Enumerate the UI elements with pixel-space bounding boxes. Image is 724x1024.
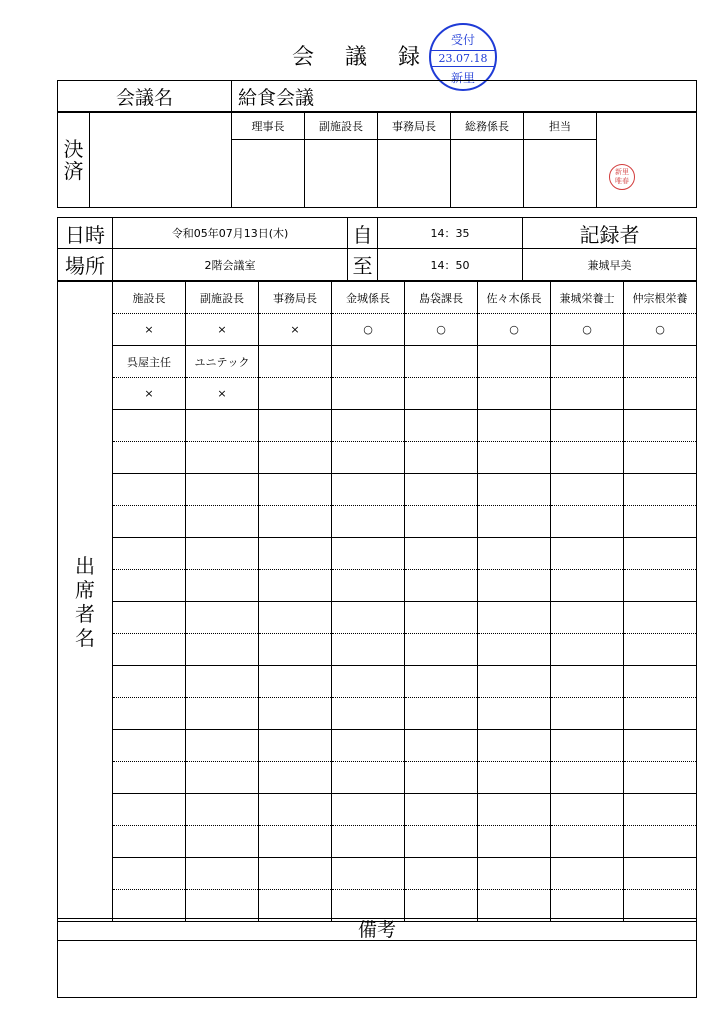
- attendee-name[interactable]: [259, 858, 332, 890]
- attendance-mark[interactable]: ×: [186, 378, 259, 410]
- attendance-mark[interactable]: [332, 570, 405, 602]
- attendance-mark[interactable]: [551, 378, 624, 410]
- attendee-name[interactable]: [624, 410, 697, 442]
- attendance-mark[interactable]: [624, 442, 697, 474]
- attendee-row: [58, 602, 697, 634]
- attendee-name[interactable]: 仲宗根栄養: [624, 282, 697, 314]
- attendance-mark[interactable]: [624, 378, 697, 410]
- attendance-mark[interactable]: [624, 762, 697, 794]
- attendee-row: [58, 634, 697, 666]
- meeting-name-value: 給食会議: [232, 81, 697, 112]
- attendance-mark[interactable]: [551, 570, 624, 602]
- attendee-name[interactable]: [405, 346, 478, 378]
- attendance-mark[interactable]: [186, 570, 259, 602]
- stamp-name: 新里: [450, 71, 475, 85]
- stamp-label: 受付: [450, 33, 475, 47]
- attendee-name[interactable]: [186, 538, 259, 570]
- attendee-name[interactable]: [259, 730, 332, 762]
- approval-table: [57, 112, 697, 208]
- attendee-name[interactable]: 副施設長: [186, 282, 259, 314]
- attendee-name[interactable]: [259, 602, 332, 634]
- attendance-mark[interactable]: [186, 506, 259, 538]
- attendance-mark[interactable]: [259, 634, 332, 666]
- attendance-mark[interactable]: [624, 634, 697, 666]
- attendee-name[interactable]: [186, 858, 259, 890]
- attendance-mark[interactable]: [405, 634, 478, 666]
- attendee-row: [58, 538, 697, 570]
- attendees-table: [57, 281, 697, 922]
- attendee-name[interactable]: [624, 538, 697, 570]
- approval-label: [58, 113, 90, 208]
- attendance-mark[interactable]: [113, 762, 186, 794]
- attendance-mark[interactable]: [113, 634, 186, 666]
- attendee-row: [58, 314, 697, 346]
- attendance-mark[interactable]: [332, 506, 405, 538]
- attendee-name[interactable]: [478, 346, 551, 378]
- attendee-name[interactable]: [478, 410, 551, 442]
- attendance-mark[interactable]: ×: [186, 314, 259, 346]
- attendance-mark[interactable]: [332, 378, 405, 410]
- attendance-mark[interactable]: [332, 890, 405, 922]
- attendee-name[interactable]: [259, 538, 332, 570]
- attendee-name[interactable]: [405, 410, 478, 442]
- attendee-row: [58, 378, 697, 410]
- attendee-name[interactable]: [113, 794, 186, 826]
- attendance-mark[interactable]: [259, 378, 332, 410]
- attendance-mark[interactable]: ○: [478, 314, 551, 346]
- attendance-mark[interactable]: [478, 442, 551, 474]
- attendance-mark[interactable]: [551, 890, 624, 922]
- attendee-name[interactable]: [478, 730, 551, 762]
- attendee-row: [58, 570, 697, 602]
- attendance-mark[interactable]: [405, 826, 478, 858]
- attendance-mark[interactable]: [405, 378, 478, 410]
- to-time: 14：50: [378, 249, 523, 281]
- attendee-name[interactable]: 呉屋主任: [113, 346, 186, 378]
- attendance-mark[interactable]: [405, 890, 478, 922]
- attendance-mark[interactable]: [405, 506, 478, 538]
- attendee-name[interactable]: [259, 410, 332, 442]
- attendee-name[interactable]: [624, 794, 697, 826]
- attendance-mark[interactable]: [478, 698, 551, 730]
- attendee-name[interactable]: [478, 474, 551, 506]
- attendee-name[interactable]: [332, 474, 405, 506]
- attendee-name[interactable]: [405, 858, 478, 890]
- attendee-name[interactable]: 金城係長: [332, 282, 405, 314]
- attendee-name[interactable]: [478, 858, 551, 890]
- notes-body[interactable]: [57, 941, 697, 998]
- attendee-name[interactable]: [551, 666, 624, 698]
- attendee-name[interactable]: 施設長: [113, 282, 186, 314]
- attendee-name[interactable]: [259, 346, 332, 378]
- attendee-name[interactable]: [624, 474, 697, 506]
- attendance-mark[interactable]: [113, 442, 186, 474]
- attendance-mark[interactable]: [332, 826, 405, 858]
- attendee-row: [58, 730, 697, 762]
- attendance-mark[interactable]: [332, 698, 405, 730]
- attendee-name[interactable]: 佐々木係長: [478, 282, 551, 314]
- attendance-mark[interactable]: [405, 698, 478, 730]
- attendance-mark[interactable]: [405, 762, 478, 794]
- attendance-mark[interactable]: [624, 890, 697, 922]
- attendee-name[interactable]: [405, 666, 478, 698]
- attendee-name[interactable]: [624, 858, 697, 890]
- personal-seal: [609, 164, 635, 190]
- attendance-mark[interactable]: ○: [405, 314, 478, 346]
- approval-extra-cell: [597, 113, 697, 208]
- attendee-name[interactable]: [624, 666, 697, 698]
- attendees-label: [58, 282, 113, 922]
- attendance-mark[interactable]: [186, 442, 259, 474]
- attendee-row: [58, 858, 697, 890]
- attendance-mark[interactable]: [113, 890, 186, 922]
- attendee-name[interactable]: [259, 474, 332, 506]
- attendance-mark[interactable]: [551, 634, 624, 666]
- attendee-row: [58, 474, 697, 506]
- attendee-row: [58, 346, 697, 378]
- attendee-name[interactable]: [332, 410, 405, 442]
- attendance-mark[interactable]: [405, 570, 478, 602]
- attendance-mark[interactable]: [332, 634, 405, 666]
- attendee-name[interactable]: [478, 794, 551, 826]
- attendance-mark[interactable]: [113, 506, 186, 538]
- attendee-name[interactable]: [113, 602, 186, 634]
- role-secretary-general: 事務局長: [378, 113, 451, 140]
- role-in-charge: 担当: [524, 113, 597, 140]
- attendee-name[interactable]: [478, 538, 551, 570]
- attendee-name[interactable]: [113, 474, 186, 506]
- attendee-name[interactable]: [113, 730, 186, 762]
- attendee-name[interactable]: [551, 602, 624, 634]
- attendance-mark[interactable]: [551, 506, 624, 538]
- date-value: 令和05年07月13日(木): [113, 218, 348, 249]
- attendee-row: [58, 762, 697, 794]
- attendee-name[interactable]: [332, 730, 405, 762]
- attendee-name[interactable]: 島袋課長: [405, 282, 478, 314]
- attendee-name[interactable]: [405, 538, 478, 570]
- place-label: 場所: [58, 249, 113, 281]
- attendance-mark[interactable]: [551, 826, 624, 858]
- attendee-name[interactable]: [405, 794, 478, 826]
- attendance-mark[interactable]: ×: [113, 378, 186, 410]
- attendance-mark[interactable]: [186, 890, 259, 922]
- attendee-name[interactable]: [624, 346, 697, 378]
- attendee-name[interactable]: [478, 602, 551, 634]
- approval-blank: [90, 113, 232, 208]
- attendee-name[interactable]: [551, 730, 624, 762]
- attendee-name[interactable]: [186, 474, 259, 506]
- attendance-mark[interactable]: [113, 826, 186, 858]
- attendee-row: [58, 794, 697, 826]
- attendee-name[interactable]: [186, 794, 259, 826]
- attendee-name[interactable]: [259, 666, 332, 698]
- attendance-mark[interactable]: [259, 698, 332, 730]
- attendance-mark[interactable]: [624, 570, 697, 602]
- attendee-name[interactable]: [113, 538, 186, 570]
- date-label: 日時: [58, 218, 113, 249]
- attendee-name[interactable]: [551, 474, 624, 506]
- attendance-mark[interactable]: ×: [113, 314, 186, 346]
- attendance-mark[interactable]: [259, 442, 332, 474]
- attendance-mark[interactable]: [113, 570, 186, 602]
- notes-title: 備考: [57, 918, 697, 941]
- to-label: 至: [348, 249, 378, 281]
- attendee-row: [58, 666, 697, 698]
- attendance-mark[interactable]: [478, 826, 551, 858]
- attendee-name[interactable]: [113, 858, 186, 890]
- page-title: 会 議 録: [292, 45, 432, 70]
- attendee-name[interactable]: [405, 602, 478, 634]
- attendee-row: [58, 890, 697, 922]
- attendance-mark[interactable]: [186, 762, 259, 794]
- attendance-mark[interactable]: [478, 634, 551, 666]
- attendance-mark[interactable]: [259, 762, 332, 794]
- attendee-name[interactable]: [624, 602, 697, 634]
- attendance-mark[interactable]: [624, 698, 697, 730]
- attendee-row: [58, 410, 697, 442]
- approval-label-text: 決済: [63, 137, 84, 183]
- attendance-mark[interactable]: ○: [332, 314, 405, 346]
- attendee-name[interactable]: [332, 602, 405, 634]
- attendee-name[interactable]: [551, 538, 624, 570]
- attendee-name[interactable]: [332, 858, 405, 890]
- attendee-row: [58, 282, 697, 314]
- attendee-name[interactable]: [551, 794, 624, 826]
- attendee-name[interactable]: [624, 730, 697, 762]
- attendee-name[interactable]: ユニテック: [186, 346, 259, 378]
- attendance-mark[interactable]: [624, 506, 697, 538]
- attendee-name[interactable]: [551, 858, 624, 890]
- role-chairman: 理事長: [232, 113, 305, 140]
- attendee-name[interactable]: [332, 538, 405, 570]
- attendee-name[interactable]: 兼城栄養士: [551, 282, 624, 314]
- attendance-mark[interactable]: [186, 634, 259, 666]
- attendee-row: [58, 442, 697, 474]
- recorder-name: 兼城早美: [523, 249, 697, 281]
- attendance-mark[interactable]: [551, 762, 624, 794]
- attendee-name[interactable]: [405, 730, 478, 762]
- attendee-name[interactable]: [332, 794, 405, 826]
- role-general-affairs: 総務係長: [451, 113, 524, 140]
- attendee-name[interactable]: [113, 666, 186, 698]
- attendance-mark[interactable]: [186, 698, 259, 730]
- attendee-name[interactable]: [478, 666, 551, 698]
- attendance-mark[interactable]: [478, 890, 551, 922]
- attendee-name[interactable]: [332, 666, 405, 698]
- attendance-mark[interactable]: ×: [259, 314, 332, 346]
- attendees-label-text: 出席者名: [75, 553, 95, 650]
- attendee-name[interactable]: [332, 346, 405, 378]
- attendance-mark[interactable]: [551, 442, 624, 474]
- attendance-mark[interactable]: [259, 570, 332, 602]
- attendance-mark[interactable]: ○: [551, 314, 624, 346]
- approval-box-chairman[interactable]: [232, 140, 305, 208]
- attendance-mark[interactable]: [551, 698, 624, 730]
- attendee-name[interactable]: [551, 346, 624, 378]
- attendee-name[interactable]: [186, 410, 259, 442]
- attendance-mark[interactable]: [624, 826, 697, 858]
- attendee-name[interactable]: 事務局長: [259, 282, 332, 314]
- attendee-row: [58, 698, 697, 730]
- attendance-mark[interactable]: [478, 506, 551, 538]
- attendee-name[interactable]: [259, 794, 332, 826]
- stamp-date: 23.07.18: [431, 50, 495, 67]
- attendance-mark[interactable]: [259, 826, 332, 858]
- approval-box-general-affairs[interactable]: [451, 140, 524, 208]
- place-value: 2階会議室: [113, 249, 348, 281]
- attendee-name[interactable]: [186, 602, 259, 634]
- approval-box-vice-director[interactable]: [305, 140, 378, 208]
- from-time: 14：35: [378, 218, 523, 249]
- meeting-meta-table: [57, 217, 697, 281]
- attendance-mark[interactable]: [259, 890, 332, 922]
- attendance-mark[interactable]: [478, 762, 551, 794]
- attendance-mark[interactable]: [113, 698, 186, 730]
- attendee-name[interactable]: [551, 410, 624, 442]
- attendee-name[interactable]: [186, 730, 259, 762]
- approval-box-secretary-general[interactable]: [378, 140, 451, 208]
- role-vice-director: 副施設長: [305, 113, 378, 140]
- from-label: 自: [348, 218, 378, 249]
- attendee-name[interactable]: [405, 474, 478, 506]
- attendance-mark[interactable]: [332, 442, 405, 474]
- meeting-name-label: 会議名: [58, 81, 232, 112]
- recorder-label: 記録者: [523, 218, 697, 249]
- approval-box-in-charge[interactable]: [524, 140, 597, 208]
- attendance-mark[interactable]: [186, 826, 259, 858]
- attendance-mark[interactable]: [478, 570, 551, 602]
- attendee-row: [58, 506, 697, 538]
- seal-line1: 新里: [615, 168, 629, 176]
- attendance-mark[interactable]: ○: [624, 314, 697, 346]
- meeting-name-row: [57, 80, 697, 112]
- attendance-mark[interactable]: [259, 506, 332, 538]
- attendance-mark[interactable]: [405, 442, 478, 474]
- attendance-mark[interactable]: [332, 762, 405, 794]
- attendee-name[interactable]: [113, 410, 186, 442]
- seal-line2: 唯春: [615, 177, 629, 185]
- attendee-row: [58, 826, 697, 858]
- attendance-mark[interactable]: [478, 378, 551, 410]
- attendee-name[interactable]: [186, 666, 259, 698]
